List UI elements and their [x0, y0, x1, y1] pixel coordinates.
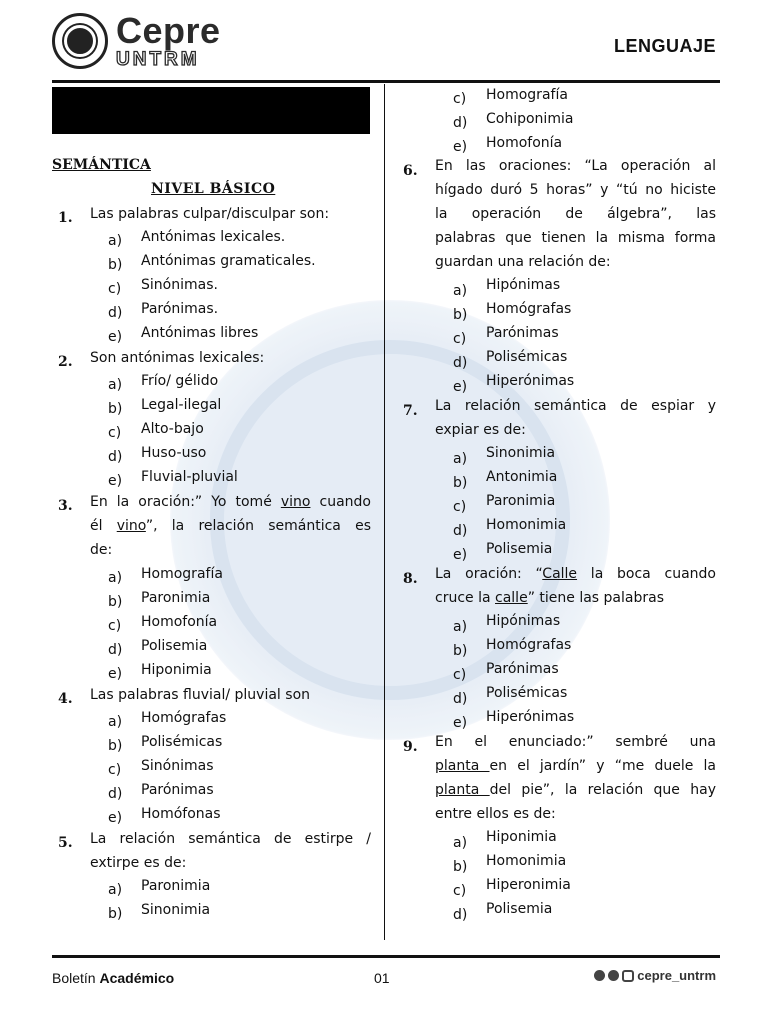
- option-text: Antónimas libres: [141, 325, 259, 341]
- option-text: Homonimia: [486, 517, 567, 533]
- question-number: 2.: [58, 354, 73, 370]
- section-title: SEMÁNTICA: [52, 157, 151, 173]
- option-letter: a): [108, 377, 123, 393]
- option-letter: d): [108, 786, 123, 802]
- question-text: En el enunciado:” sembré una: [435, 734, 716, 750]
- option-letter: a): [453, 835, 468, 851]
- option-text: Polisemia: [486, 541, 553, 557]
- social-handle-text: cepre_untrm: [637, 968, 716, 983]
- question-number: 1.: [58, 210, 73, 226]
- option-letter: d): [453, 115, 468, 131]
- question-text: cruce la calle” tiene las palabras: [435, 590, 664, 606]
- logo: [52, 12, 221, 70]
- question-text: expiar es de:: [435, 422, 526, 438]
- option-letter: b): [108, 257, 123, 273]
- question-text: entre ellos es de:: [435, 806, 556, 822]
- option-text: Frío/ gélido: [141, 373, 219, 389]
- question-text: la operación de álgebra”, las: [435, 206, 716, 222]
- option-letter: a): [108, 882, 123, 898]
- page-number: 01: [374, 970, 390, 986]
- option-letter: a): [108, 570, 123, 586]
- question-text: él vino”, la relación semántica es: [90, 518, 371, 534]
- option-text: Polisémicas: [486, 349, 568, 365]
- option-letter: e): [108, 810, 123, 826]
- option-letter: d): [108, 642, 123, 658]
- option-text: Polisemia: [141, 638, 208, 654]
- logo-main-text: Cepre: [116, 10, 221, 51]
- option-letter: a): [453, 283, 468, 299]
- option-letter: c): [453, 667, 467, 683]
- youtube-icon: [608, 970, 619, 981]
- option-letter: d): [453, 691, 468, 707]
- logo-sub-text: UNTRM: [116, 49, 200, 70]
- facebook-icon: [594, 970, 605, 981]
- option-text: Alto-bajo: [141, 421, 204, 437]
- option-text: Antonimia: [486, 469, 558, 485]
- question-text: En la oración:” Yo tomé vino cuando: [90, 494, 371, 510]
- option-text: Hiperonimia: [486, 877, 571, 893]
- option-text: Hipónimas: [486, 277, 561, 293]
- option-letter: d): [108, 449, 123, 465]
- option-text: Fluvial-pluvial: [141, 469, 238, 485]
- option-letter: b): [108, 401, 123, 417]
- subject-title: LENGUAJE: [613, 36, 716, 56]
- option-letter: a): [108, 233, 123, 249]
- option-text: Homógrafas: [141, 710, 227, 726]
- question-text: palabras que tienen la misma forma: [435, 230, 716, 246]
- question-text: planta en el jardín” y “me duele la: [435, 758, 716, 774]
- footer-rule: [52, 955, 720, 958]
- level-title: NIVEL BÁSICO: [151, 181, 276, 197]
- option-text: Hiponimia: [141, 662, 212, 678]
- option-letter: e): [453, 139, 468, 155]
- option-text: Homofonía: [141, 614, 218, 630]
- option-letter: a): [108, 714, 123, 730]
- option-text: Homógrafas: [486, 301, 572, 317]
- option-text: Paronimia: [141, 590, 211, 606]
- question-number: 5.: [58, 835, 73, 851]
- option-text: Antónimas lexicales.: [141, 229, 286, 245]
- option-text: Homografía: [141, 566, 223, 582]
- question-text: de:: [90, 542, 113, 558]
- option-letter: b): [108, 906, 123, 922]
- option-letter: d): [453, 523, 468, 539]
- question-text: guardan una relación de:: [435, 254, 611, 270]
- question-text: Las palabras culpar/disculpar son:: [90, 206, 330, 222]
- instagram-icon: [622, 970, 634, 982]
- option-text: Antónimas gramaticales.: [141, 253, 316, 269]
- option-text: Polisémicas: [486, 685, 568, 701]
- option-letter: a): [453, 451, 468, 467]
- question-text: Son antónimas lexicales:: [90, 350, 265, 366]
- question-number: 7.: [403, 403, 418, 419]
- column-divider: [384, 84, 385, 940]
- option-text: Hiponimia: [486, 829, 557, 845]
- option-text: Parónimas: [486, 325, 559, 341]
- option-letter: a): [453, 619, 468, 635]
- option-text: Paronimia: [141, 878, 211, 894]
- option-text: Paronimia: [486, 493, 556, 509]
- option-letter: b): [453, 475, 468, 491]
- option-letter: e): [453, 379, 468, 395]
- option-text: Sinónimas.: [141, 277, 218, 293]
- option-text: Huso-uso: [141, 445, 207, 461]
- option-letter: e): [108, 666, 123, 682]
- option-text: Parónimas.: [141, 301, 219, 317]
- social-handle: [594, 968, 716, 983]
- option-letter: b): [108, 738, 123, 754]
- option-text: Homofonía: [486, 135, 563, 151]
- black-banner: [52, 87, 370, 134]
- option-letter: d): [453, 355, 468, 371]
- option-letter: d): [453, 907, 468, 923]
- option-text: Hiperónimas: [486, 373, 575, 389]
- option-text: Homófonas: [141, 806, 221, 822]
- option-text: Cohiponimia: [486, 111, 574, 127]
- option-text: Hiperónimas: [486, 709, 575, 725]
- option-text: Homonimia: [486, 853, 567, 869]
- option-text: Parónimas: [486, 661, 559, 677]
- option-letter: c): [453, 91, 467, 107]
- question-text: En las oraciones: “La operación al: [435, 158, 716, 174]
- option-letter: c): [453, 883, 467, 899]
- question-text: La oración: “Calle la boca cuando: [435, 566, 716, 582]
- option-letter: c): [108, 281, 122, 297]
- question-text: planta del pie”, la relación que hay: [435, 782, 717, 798]
- option-text: Homografía: [486, 87, 568, 103]
- option-letter: e): [453, 547, 468, 563]
- option-letter: c): [108, 618, 122, 634]
- option-text: Hipónimas: [486, 613, 561, 629]
- option-text: Legal-ilegal: [141, 397, 222, 413]
- option-letter: c): [453, 331, 467, 347]
- question-number: 9.: [403, 739, 418, 755]
- university-seal-icon: [52, 13, 108, 69]
- question-number: 6.: [403, 163, 418, 179]
- option-letter: b): [108, 594, 123, 610]
- option-text: Homógrafas: [486, 637, 572, 653]
- option-text: Sinonimia: [141, 902, 211, 918]
- option-letter: e): [108, 473, 123, 489]
- question-number: 8.: [403, 571, 418, 587]
- footer-label: Boletín Académico: [52, 970, 175, 986]
- option-text: Polisémicas: [141, 734, 223, 750]
- question-text: La relación semántica de espiar y: [435, 398, 716, 414]
- option-letter: b): [453, 643, 468, 659]
- question-text: La relación semántica de estirpe /: [90, 831, 371, 847]
- option-letter: c): [453, 499, 467, 515]
- question-number: 3.: [58, 498, 73, 514]
- option-letter: d): [108, 305, 123, 321]
- question-text: Las palabras fluvial/ pluvial son: [90, 687, 311, 703]
- option-letter: b): [453, 307, 468, 323]
- option-letter: c): [108, 425, 122, 441]
- option-letter: e): [453, 715, 468, 731]
- option-text: Polisemia: [486, 901, 553, 917]
- option-letter: e): [108, 329, 123, 345]
- option-letter: c): [108, 762, 122, 778]
- question-text: hígado duró 5 horas” y “tú no hiciste: [435, 182, 716, 198]
- option-text: Parónimas: [141, 782, 214, 798]
- question-number: 4.: [58, 691, 73, 707]
- option-letter: b): [453, 859, 468, 875]
- option-text: Sinonimia: [486, 445, 556, 461]
- question-text: extirpe es de:: [90, 855, 187, 871]
- header-rule: [52, 80, 720, 83]
- option-text: Sinónimas: [141, 758, 214, 774]
